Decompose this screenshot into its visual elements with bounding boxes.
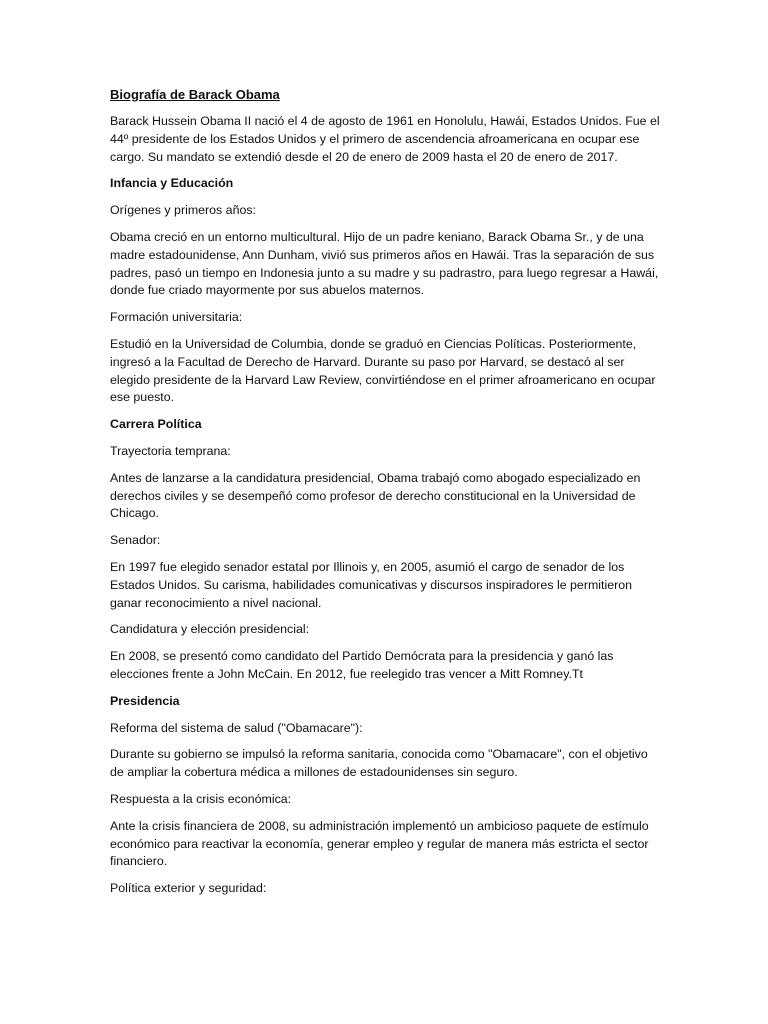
subheading-formacion: Formación universitaria: — [110, 310, 243, 325]
document-title: Biografía de Barack Obama — [110, 87, 280, 102]
document-page — [110, 86, 662, 907]
section-heading-infancia: Infancia y Educación — [110, 176, 234, 191]
subheading-origenes: Orígenes y primeros años: — [110, 203, 256, 218]
subheading-trayectoria: Trayectoria temprana: — [110, 443, 231, 458]
subheading-candidatura: Candidatura y elección presidencial: — [110, 622, 310, 637]
subheading-senador: Senador: — [110, 533, 161, 548]
paragraph-candidatura: En 2008, se presentó como candidato del Partido Demócrata para la presidencia y ganó las elecciones frente a John McCain. En 2012, fue reelegido tras vencer a Mitt Romney.Tt — [110, 649, 614, 681]
subheading-crisis: Respuesta a la crisis económica: — [110, 791, 292, 806]
subheading-salud: Reforma del sistema de salud ("Obamacare"): — [110, 720, 363, 735]
section-heading-presidencia: Presidencia — [110, 693, 180, 708]
paragraph-salud: Durante su gobierno se impulsó la reforma sanitaria, conocida como "Obamacare", con el objetivo de ampliar la cobertura médica a millones de estadounidenses sin seguro. — [110, 747, 648, 780]
paragraph-crisis: Ante la crisis financiera de 2008, su administración implementó un ambicioso paquete de estímulo económico para reactivar la economía, generar empleo y regular de manera más estricta el sector financiero. — [110, 818, 649, 869]
paragraph-origenes: Obama creció en un entorno multicultural. Hijo de un padre keniano, Barack Obama Sr., y de una madre estadounidense, Ann Dunham, vivió sus primeros años en Hawái. Tras la separación de sus padres, pasó un tiempo en Indonesia junto a su madre y su padrastro, para luego regresar a Hawái, donde fue criado mayormente por sus abuelos maternos. — [110, 229, 659, 298]
subheading-politica-exterior: Política exterior y seguridad: — [110, 881, 267, 896]
paragraph-senador: En 1997 fue elegido senador estatal por Illinois y, en 2005, asumió el cargo de senador de los Estados Unidos. Su carisma, habilidades comunicativas y discursos inspiradores le permitieron ganar reconocimiento a nivel nacional. — [110, 559, 633, 610]
section-heading-carrera: Carrera Política — [110, 417, 202, 432]
intro-paragraph: Barack Hussein Obama II nació el 4 de agosto de 1961 en Honolulu, Hawái, Estados Unidos. Fue el 44º presidente de los Estados Unidos y el primero de ascendencia afroamericana en ocupar ese cargo. Su mandato se extendió desde el 20 de enero de 2009 hasta el 20 de enero de 2017. — [110, 114, 660, 164]
paragraph-trayectoria: Antes de lanzarse a la candidatura presidencial, Obama trabajó como abogado especializado en derechos civiles y se desempeñó como profesor de derecho constitucional en la Universidad de Chicago. — [110, 470, 641, 521]
paragraph-formacion: Estudió en la Universidad de Columbia, donde se graduó en Ciencias Políticas. Posteriormente, ingresó a la Facultad de Derecho de Harvard. Durante su paso por Harvard, se destacó al ser elegido presidente de la Harvard Law Review, convirtiéndose en el primer afroamericano en ocupar ese puesto. — [110, 336, 656, 405]
